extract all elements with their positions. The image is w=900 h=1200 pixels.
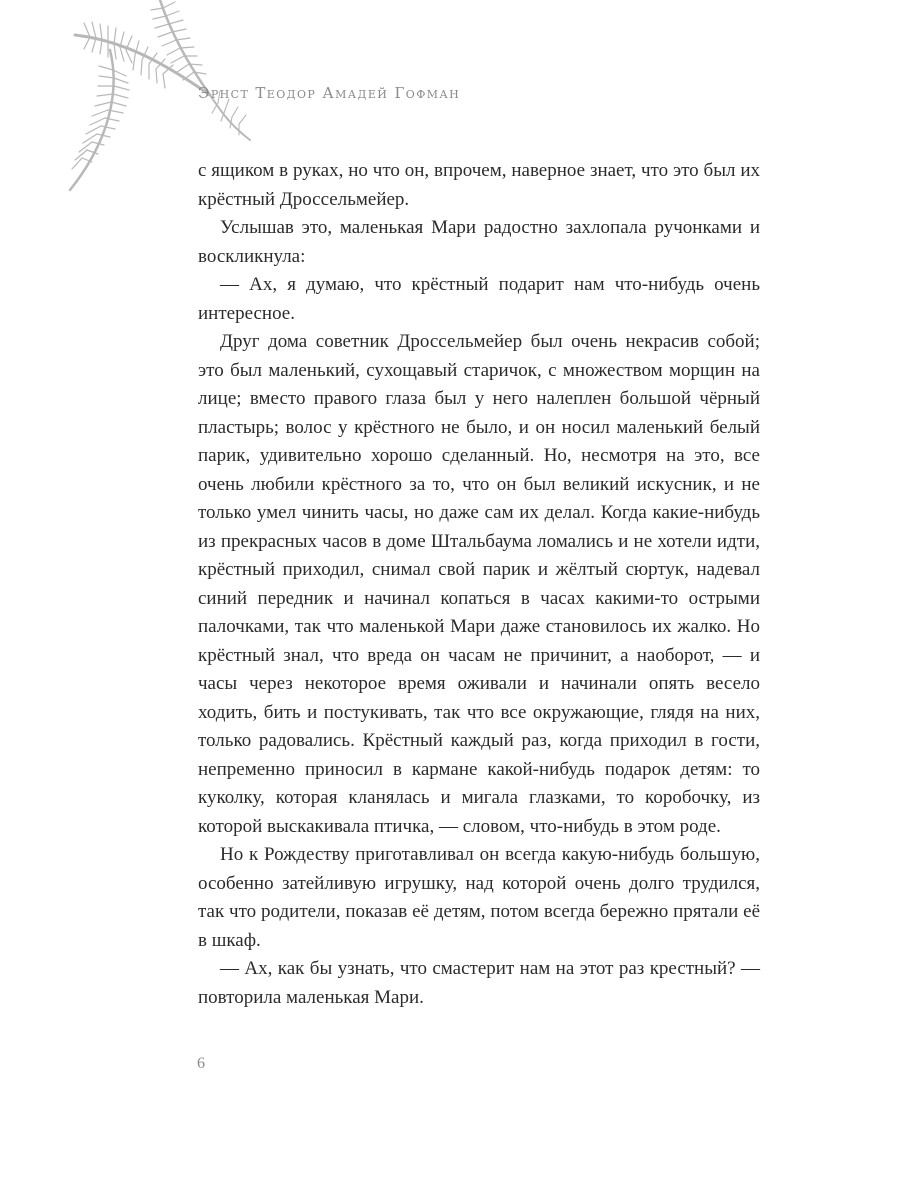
paragraph: — Ах, я думаю, что крёстный подарит нам что-нибудь очень интересное. [198,274,760,324]
paragraph: — Ах, как бы узнать, что смастерит нам на этот раз крестный? — повторила маленькая Мари. [198,958,760,1008]
running-header-author: Эрнст Теодор Амадей Гофман [198,84,461,102]
paragraph: Друг дома советник Дроссельмейер был очень некрасив собой; это был маленький, сухощавый старичок, с множеством морщин на лице; вместо правого глаза был у него налеплен большой чёрный пластырь; волос у крёстного не было, и он носил маленький белый парик, удивительно хорошо сделанный. Но, несмотря на это, все очень любили крёстного за то, что он был великий искусник, и не только умел чинить часы, но даже сам их делал. Когда какие-нибудь из прекрасных часов в доме Штальбаума ломались и не хотели идти, крёстный приходил, снимал свой парик и жёлтый сюртук, надевал синий передник и начинал копаться в часах какими-то острыми палочками, так что маленькой Мари даже становилось их жалко. Но крёстный знал, что вреда он часам не причинит, а наоборот, — и часы через некоторое время оживали и начинали опять весело ходить, бить и постукивать, так что все окружающие, глядя на них, только радовались. Крёстный каждый раз, когда приходил в гости, непременно приносил в кармане какой-нибудь подарок детям: то куколку, которая кланялась и мигала глазками, то коробочку, из которой выскакивала птичка, — словом, что-нибудь в этом роде. [198,331,760,837]
body-text [198,157,760,1012]
paragraph: Но к Рождеству приготавливал он всегда какую-нибудь большую, особенно затейливую игрушку, над которой очень долго трудился, так что родители, показав её детям, потом всегда бережно прятали её в шкаф. [198,844,760,951]
page-number: 6 [197,1055,205,1072]
paragraph: Услышав это, маленькая Мари радостно захлопала ручонками и воскликнула: [198,217,760,267]
paragraph: с ящиком в руках, но что он, впрочем, наверное знает, что это был их крёстный Дроссельмейер. [198,160,760,210]
